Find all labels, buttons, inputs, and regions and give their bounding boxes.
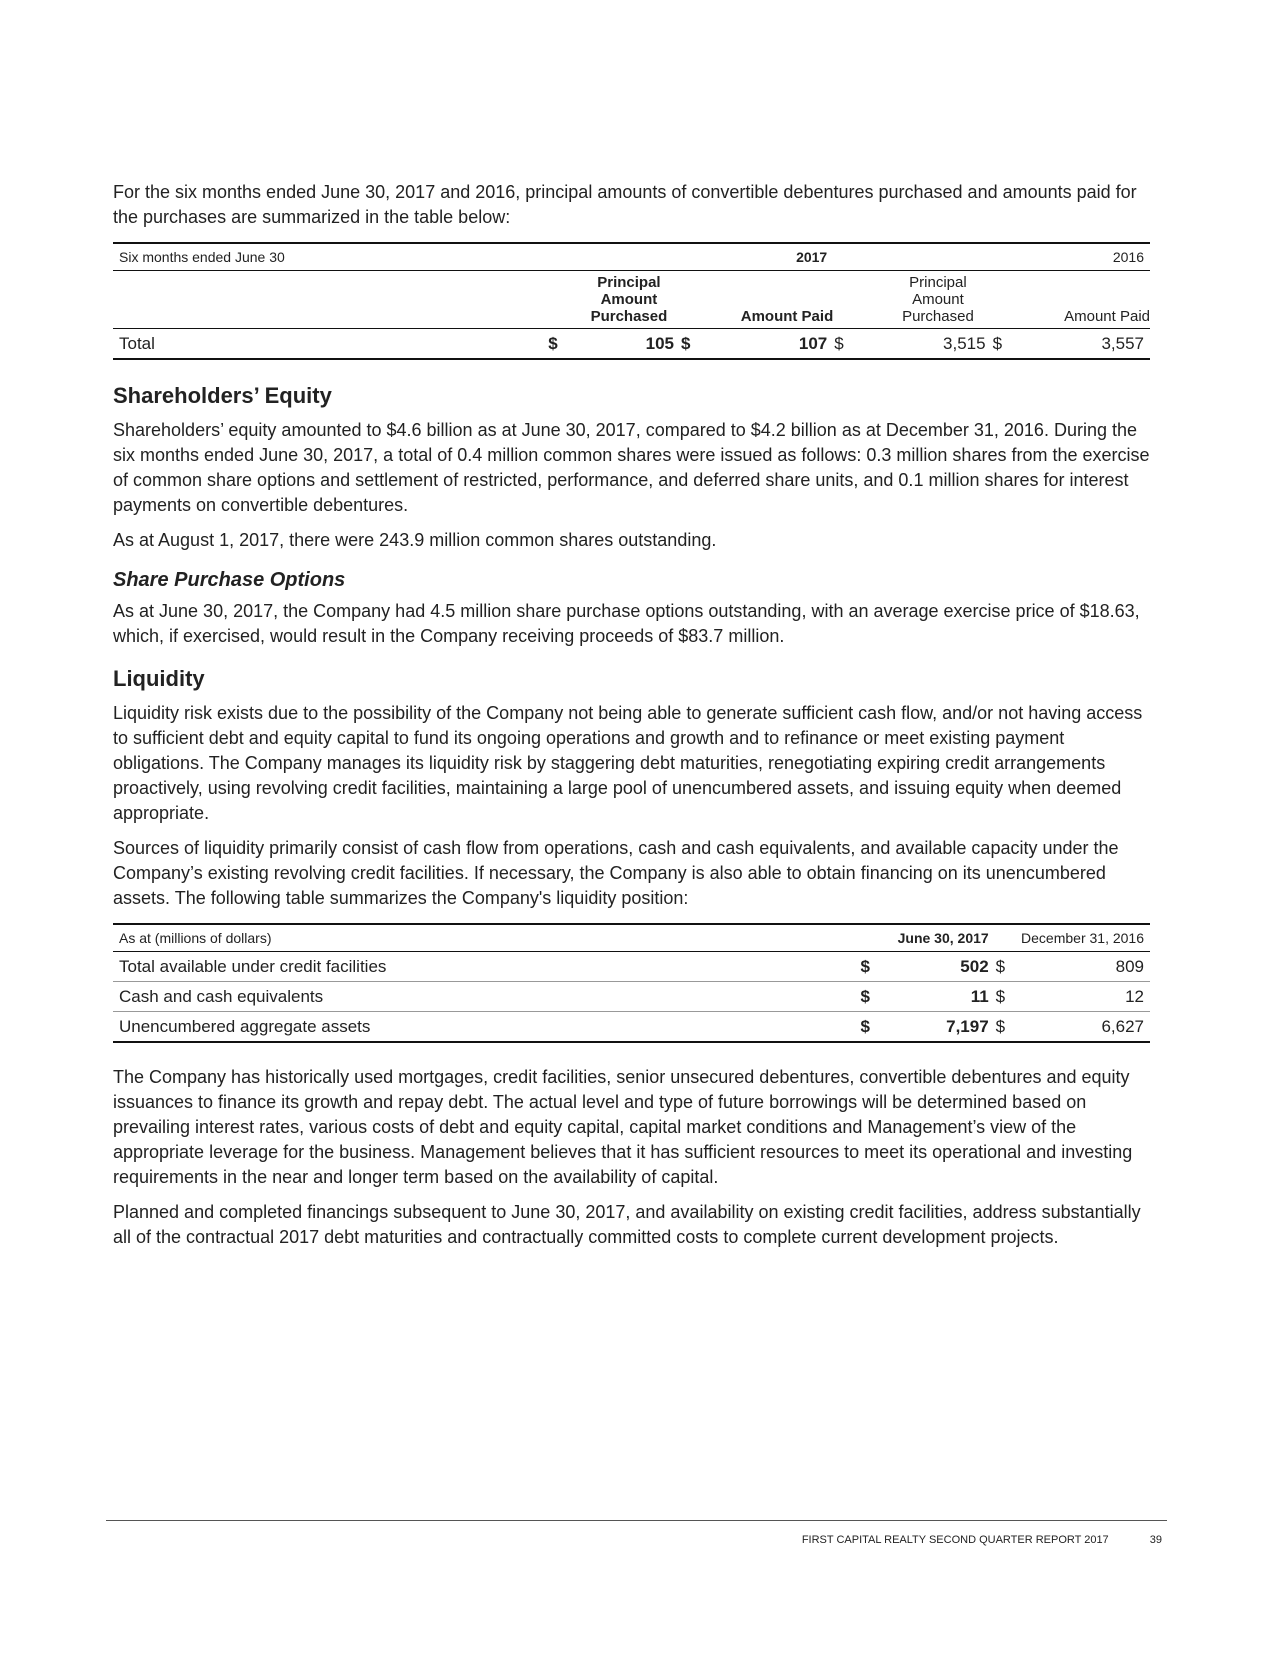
- currency-symbol: $: [859, 1012, 889, 1043]
- footer-divider: [106, 1520, 1167, 1521]
- debenture-table-header: [113, 243, 1150, 271]
- value-dec-2016: 12: [1045, 982, 1150, 1012]
- value-dec-2016: 6,627: [1045, 1012, 1150, 1043]
- liquidity-table-header: [113, 924, 1150, 952]
- currency-symbol: $: [992, 329, 1043, 360]
- page-number: 39: [1149, 1534, 1162, 1546]
- currency-symbol: $: [833, 329, 884, 360]
- intro-paragraph: For the six months ended June 30, 2017 and 2016, principal amounts of convertible debentures purchased and amounts paid for the purchases are summarized in the table below:: [113, 182, 1137, 227]
- year-2017-label: 2017: [680, 243, 833, 271]
- section-heading-liquidity: Liquidity: [113, 666, 205, 691]
- value-june-2017: 502: [889, 952, 994, 982]
- section-heading-options: Share Purchase Options: [113, 569, 346, 591]
- col-dec-2016: December 31, 2016: [995, 924, 1150, 952]
- liquidity-table: [113, 923, 1150, 1043]
- value-dec-2016: 809: [1045, 952, 1150, 982]
- footer-report-title: FIRST CAPITAL REALTY SECOND QUARTER REPORT 2017: [801, 1534, 1109, 1546]
- liquidity-paragraph-1: Liquidity risk exists due to the possibility of the Company not being able to generate sufficient cash flow, and/or not having access to sufficient debt and equity capital to fund its ongoing operations and growth and to refinance or meet existing payment obligations. The Company manages its liquidity risk by staggering debt maturities, renegotiating expiring credit arrangements proactively, using revolving credit facilities, maintaining a large pool of unencumbered assets, and issuing equity when deemed appropriate.: [113, 703, 1143, 823]
- col-paid-2016: Amount Paid: [1043, 271, 1150, 329]
- row-label: Unencumbered aggregate assets: [113, 1012, 859, 1043]
- debenture-table: [113, 242, 1150, 360]
- table-row: [113, 952, 1150, 982]
- row-label: Total available under credit facilities: [113, 952, 859, 982]
- currency-symbol: $: [680, 329, 731, 360]
- currency-symbol: $: [859, 982, 889, 1012]
- value-june-2017: 7,197: [889, 1012, 994, 1043]
- row-label: Total: [113, 329, 547, 360]
- value-2017-principal: 105: [578, 329, 680, 360]
- currency-symbol: $: [547, 329, 578, 360]
- equity-paragraph-2: As at August 1, 2017, there were 243.9 million common shares outstanding.: [113, 530, 717, 550]
- table-row: [113, 982, 1150, 1012]
- liquidity-header-label: As at (millions of dollars): [113, 924, 859, 952]
- currency-symbol: $: [995, 982, 1045, 1012]
- value-2016-paid: 3,557: [1043, 329, 1150, 360]
- currency-symbol: $: [995, 952, 1045, 982]
- value-2017-paid: 107: [731, 329, 833, 360]
- options-paragraph: As at June 30, 2017, the Company had 4.5 million share purchase options outstanding, with an average exercise price of $18.63, which, if exercised, would result in the Company receiving proceeds of $83.7 million.: [113, 601, 1140, 646]
- value-2016-principal: 3,515: [884, 329, 991, 360]
- year-2016-label: 2016: [1043, 243, 1150, 271]
- col-principal-2017: Principal Amount Purchased: [578, 271, 680, 329]
- document-page: [113, 180, 1150, 1260]
- row-label: Cash and cash equivalents: [113, 982, 859, 1012]
- col-june-2017: June 30, 2017: [889, 924, 994, 952]
- table-row: [113, 1012, 1150, 1043]
- section-heading-equity: Shareholders’ Equity: [113, 383, 332, 408]
- liquidity-paragraph-3: The Company has historically used mortgages, credit facilities, senior unsecured debentures, convertible debentures and equity issuances to finance its growth and repay debt. The actual level and type of future borrowings will be determined based on prevailing interest rates, various costs of debt and equity capital, capital market conditions and Management’s view of the appropriate leverage for the business. Management believes that it has sufficient resources to meet its operational and investing requirements in the near and longer term based on the availability of capital.: [113, 1067, 1133, 1187]
- col-principal-2016: Principal Amount Purchased: [884, 271, 991, 329]
- liquidity-paragraph-2: Sources of liquidity primarily consist of cash flow from operations, cash and cash equivalents, and available capacity under the Company’s existing revolving credit facilities. If necessary, the Company is also able to obtain financing on its unencumbered assets. The following table summarizes the Company's liquidity position:: [113, 838, 1119, 908]
- debenture-table-subheader: [113, 271, 1150, 329]
- table-row: [113, 329, 1150, 360]
- currency-symbol: $: [859, 952, 889, 982]
- debenture-header-label: Six months ended June 30: [113, 243, 547, 271]
- value-june-2017: 11: [889, 982, 994, 1012]
- col-paid-2017: Amount Paid: [731, 271, 833, 329]
- liquidity-paragraph-4: Planned and completed financings subsequent to June 30, 2017, and availability on existing credit facilities, address substantially all of the contractual 2017 debt maturities and contractually committed costs to complete current development projects.: [113, 1202, 1141, 1247]
- page-footer: [802, 1534, 1162, 1546]
- currency-symbol: $: [995, 1012, 1045, 1043]
- equity-paragraph-1: Shareholders’ equity amounted to $4.6 billion as at June 30, 2017, compared to $4.2 billion as at December 31, 2016. During the six months ended June 30, 2017, a total of 0.4 million common shares were issued as follows: 0.3 million shares from the exercise of common share options and settlement of restricted, performance, and deferred share units, and 0.1 million shares for interest payments on convertible debentures.: [113, 420, 1150, 515]
